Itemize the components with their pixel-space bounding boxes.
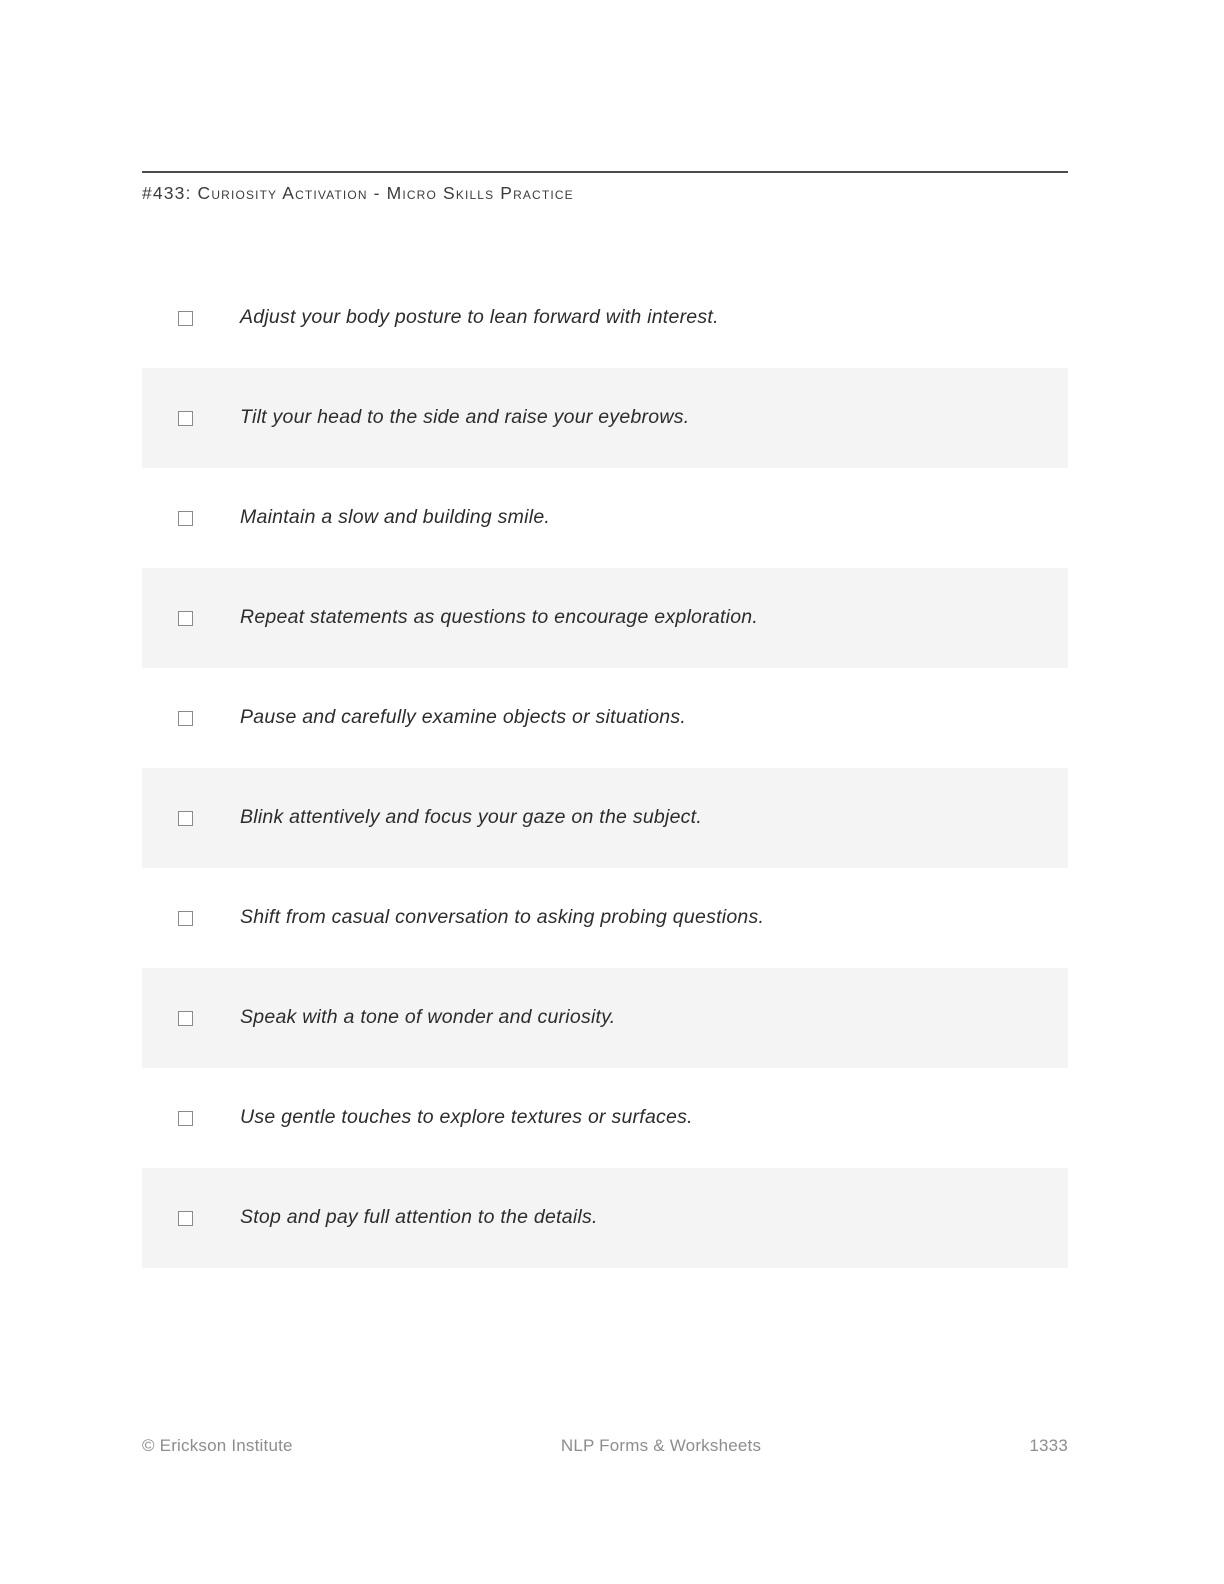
checklist-row[interactable]: [142, 368, 1068, 468]
checklist-row[interactable]: [142, 468, 1068, 568]
checklist-item-label: Tilt your head to the side and raise your eyebrows.: [240, 406, 690, 429]
checklist-item-label: Use gentle touches to explore textures or surfaces.: [240, 1106, 693, 1129]
checklist-row[interactable]: [142, 868, 1068, 968]
checklist-item-label: Shift from casual conversation to asking probing questions.: [240, 906, 765, 929]
checkbox-icon[interactable]: [178, 611, 193, 626]
page-footer: [142, 1436, 1068, 1456]
checkbox-icon[interactable]: [178, 1011, 193, 1026]
checkbox-icon[interactable]: [178, 411, 193, 426]
checkbox-icon[interactable]: [178, 511, 193, 526]
checklist-item-label: Repeat statements as questions to encourage exploration.: [240, 606, 759, 629]
checklist: [142, 268, 1068, 1268]
checklist-item-label: Speak with a tone of wonder and curiosity.: [240, 1006, 616, 1029]
checklist-row[interactable]: [142, 268, 1068, 368]
checklist-item-label: Adjust your body posture to lean forward with interest.: [240, 306, 719, 329]
checklist-item-label: Blink attentively and focus your gaze on the subject.: [240, 806, 703, 829]
checkbox-icon[interactable]: [178, 1211, 193, 1226]
checkbox-icon[interactable]: [178, 711, 193, 726]
checkbox-icon[interactable]: [178, 811, 193, 826]
checkbox-icon[interactable]: [178, 311, 193, 326]
checklist-row[interactable]: [142, 1168, 1068, 1268]
footer-series-title: NLP Forms & Worksheets: [560, 1436, 762, 1455]
checklist-row[interactable]: [142, 568, 1068, 668]
checklist-item-label: Maintain a slow and building smile.: [240, 506, 551, 529]
checklist-row[interactable]: [142, 768, 1068, 868]
checklist-item-label: Pause and carefully examine objects or situations.: [240, 706, 687, 729]
footer-copyright: © Erickson Institute: [142, 1436, 293, 1455]
checklist-row[interactable]: [142, 668, 1068, 768]
checklist-row[interactable]: [142, 1068, 1068, 1168]
checkbox-icon[interactable]: [178, 911, 193, 926]
checkbox-icon[interactable]: [178, 1111, 193, 1126]
checklist-item-label: Stop and pay full attention to the details.: [240, 1206, 598, 1229]
page-title: #433: Curiosity Activation - Micro Skills Practice: [142, 183, 574, 203]
footer-page-number: 1333: [1029, 1436, 1068, 1455]
header-divider: [142, 171, 1068, 173]
checklist-row[interactable]: [142, 968, 1068, 1068]
